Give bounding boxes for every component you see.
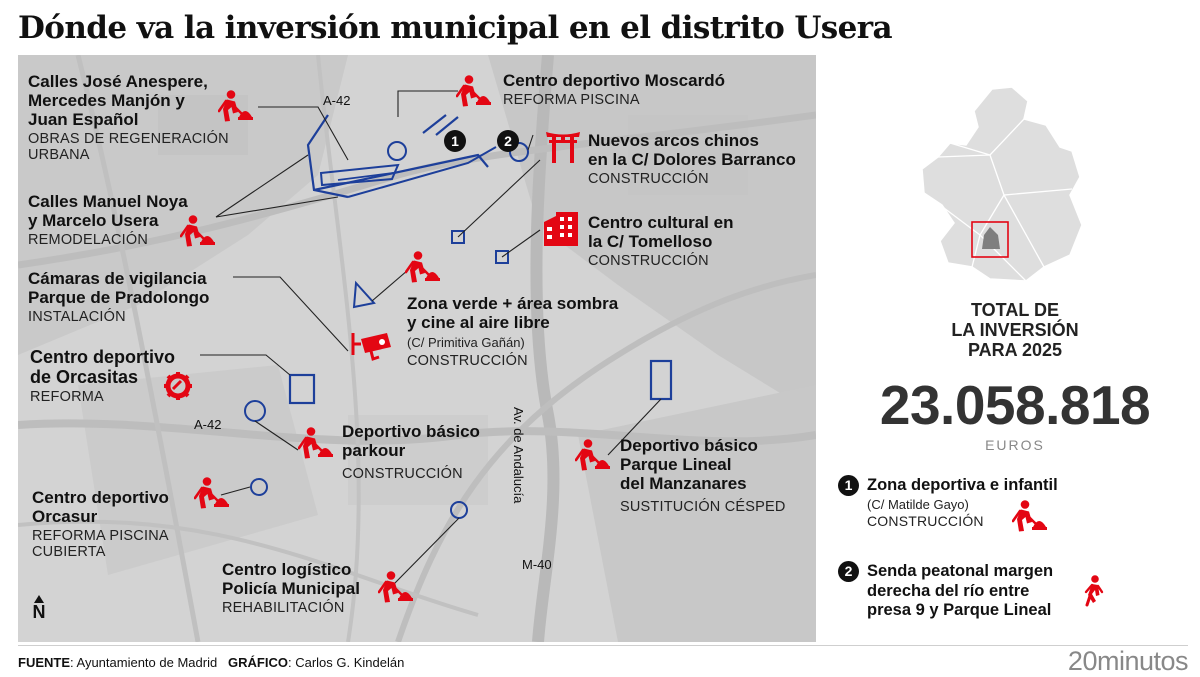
label-orcasur: Centro deportivo Orcasur REFORMA PISCINA CUBIERTA (32, 488, 169, 561)
location-triangle (354, 283, 374, 307)
label-policia: Centro logístico Policía Municipal REHABILITACIÓN (222, 560, 360, 617)
road-label: A-42 (194, 417, 222, 432)
gear-icon (163, 371, 193, 401)
worker-icon (298, 427, 334, 461)
brand-logo: 20minutos (1067, 646, 1188, 676)
location-circle (451, 502, 467, 518)
badge-2-text: 2 (504, 133, 512, 149)
page-title: Dónde va la inversión municipal en el distrito Usera (18, 10, 892, 46)
road-label: M-40 (522, 557, 552, 572)
badge-1: 1 (838, 475, 859, 496)
label-arcos: Nuevos arcos chinos en la C/ Dolores Barranco CONSTRUCCIÓN (588, 131, 796, 188)
building-icon (542, 210, 580, 248)
label-camaras: Cámaras de vigilancia Parque de Pradolongo INSTALACIÓN (28, 269, 210, 326)
road-label: A-42 (323, 93, 351, 108)
label-parkour: Deportivo básico parkour CONSTRUCCIÓN (342, 422, 480, 483)
north-arrow (30, 595, 48, 621)
label-calles-noya: Calles Manuel Noya y Marcelo Usera REMODELACIÓN (28, 192, 188, 249)
worker-icon (456, 75, 492, 109)
district-map (18, 55, 816, 642)
worker-icon (378, 571, 414, 605)
location-circle (245, 401, 265, 421)
label-cultural: Centro cultural en la C/ Tomelloso CONSTRUCCIÓN (588, 213, 734, 270)
location-circle (251, 479, 267, 495)
summary-panel (830, 55, 1200, 642)
madrid-locator-map (920, 85, 1090, 285)
total-label: TOTAL DE LA INVERSIÓN PARA 2025 (951, 300, 1079, 361)
worker-icon (575, 439, 611, 473)
label-manzanares: Deportivo básico Parque Lineal del Manzanares SUSTITUCIÓN CÉSPED (620, 436, 786, 516)
note-2: 2 Senda peatonal margen derecha del río entre presa 9 y Parque Lineal (838, 561, 1053, 620)
location-square (290, 375, 314, 403)
worker-icon (180, 215, 216, 249)
pedestrian-icon (1080, 575, 1110, 607)
chinese-arch-icon (545, 129, 581, 163)
north-label: N (32, 602, 46, 622)
label-moscardo: Centro deportivo Moscardó REFORMA PISCINA (503, 71, 725, 109)
worker-icon (1012, 500, 1048, 534)
note-1: 1 Zona deportiva e infantil (C/ Matilde Gayo) CONSTRUCCIÓN (838, 475, 1058, 529)
location-rect (651, 361, 671, 399)
worker-icon (194, 477, 230, 511)
cctv-camera-icon (351, 331, 393, 365)
credits: FUENTE: Ayuntamiento de Madrid GRÁFICO: Carlos G. Kindelán (18, 655, 405, 670)
road-label: Av. de Andalucía (511, 407, 526, 504)
location-circle (388, 142, 406, 160)
badge-2: 2 (838, 561, 859, 582)
label-orcasitas: Centro deportivo de Orcasitas REFORMA (30, 347, 176, 406)
label-zona-verde: Zona verde + área sombra y cine al aire libre (C/ Primitiva Gañán) CONSTRUCCIÓN (407, 294, 619, 369)
total-value: 23.058.818 (879, 374, 1151, 436)
footer (18, 645, 1188, 676)
worker-icon (218, 90, 254, 124)
total-unit: EUROS (985, 437, 1045, 453)
worker-icon (405, 251, 441, 285)
badge-1-text: 1 (451, 133, 459, 149)
label-calles-anespere: Calles José Anespere, Mercedes Manjón y Juan Español OBRAS DE REGENERACIÓN URBANA (28, 72, 229, 164)
